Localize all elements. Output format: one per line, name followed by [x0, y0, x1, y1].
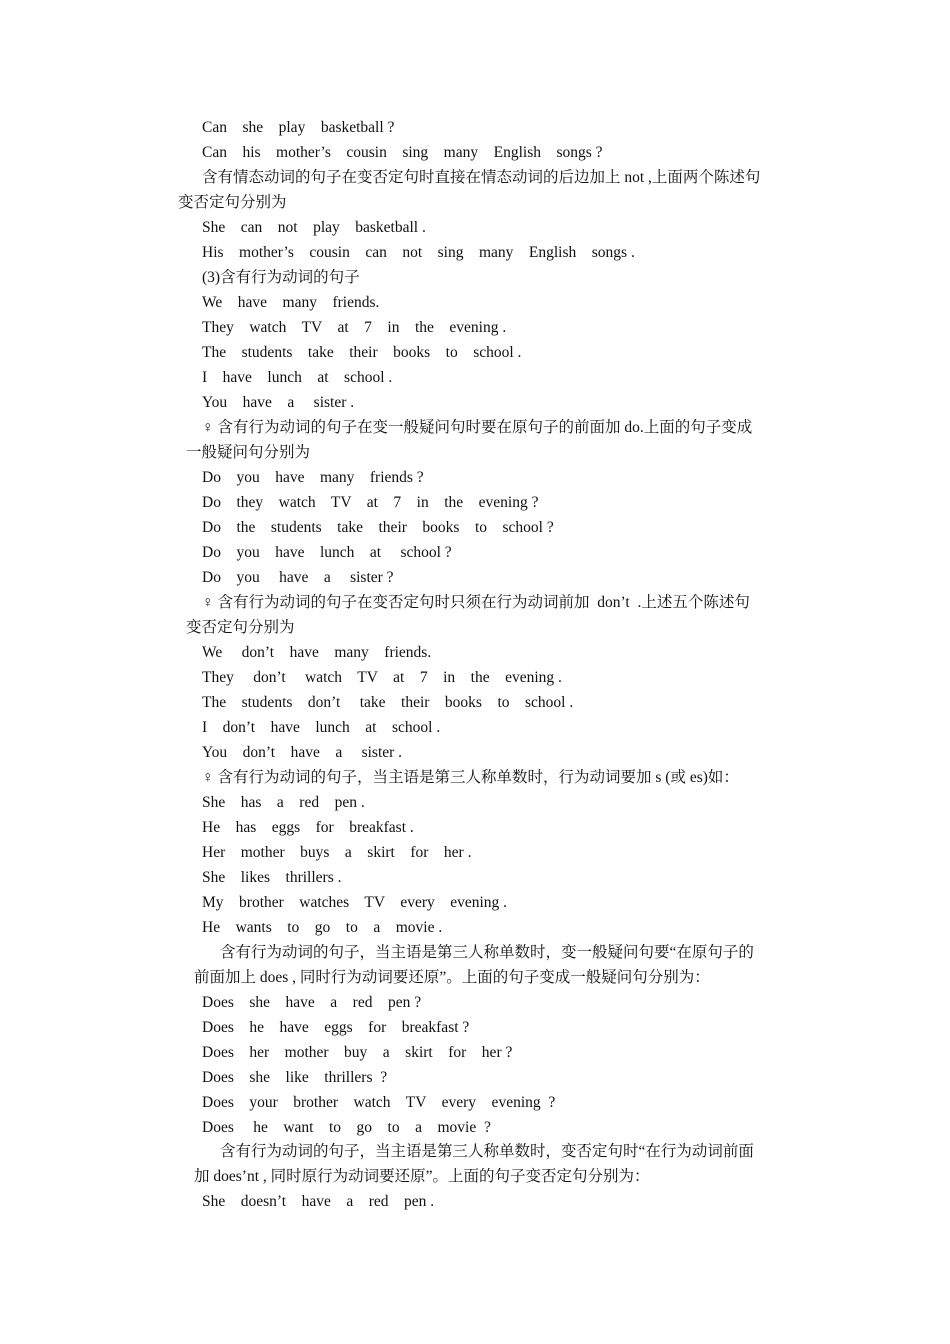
- text-line: Do they watch TV at 7 in the evening ?: [202, 494, 539, 511]
- text-line: The students take their books to school .: [202, 344, 522, 361]
- text-line: You don’t have a sister .: [202, 744, 403, 761]
- text-line: You have a sister .: [202, 394, 355, 411]
- text-line: Does she have a red pen ?: [202, 994, 422, 1011]
- text-line: Do you have many friends ?: [202, 469, 424, 486]
- section-heading: (3)含有行为动词的句子: [202, 269, 360, 286]
- text-line: She can not play basketball .: [202, 219, 426, 236]
- text-line: 含有情态动词的句子在变否定句时直接在情态动词的后边加上 not ,上面两个陈述句: [202, 169, 761, 186]
- text-line: Can she play basketball ?: [202, 119, 395, 136]
- text-line: Does he have eggs for breakfast ?: [202, 1019, 470, 1036]
- text-line: My brother watches TV every evening .: [202, 894, 508, 911]
- text-line: His mother’s cousin can not sing many English songs .: [202, 244, 635, 261]
- text-line: 含有行为动词的句子，当主语是第三人称单数时，变一般疑问句要“在原句子的: [220, 944, 754, 961]
- text-line: I have lunch at school .: [202, 369, 393, 386]
- text-line: They watch TV at 7 in the evening .: [202, 319, 507, 336]
- text-line: He wants to go to a movie .: [202, 919, 443, 936]
- text-line: Can his mother’s cousin sing many English songs ?: [202, 144, 603, 161]
- text-line: 变否定句分别为: [178, 194, 287, 211]
- text-line: Does your brother watch TV every evening ?: [202, 1094, 556, 1111]
- text-line: The students don’t take their books to school .: [202, 694, 574, 711]
- text-line: 加 does’nt , 同时原行为动词要还原”。上面的句子变否定句分别为：: [194, 1168, 650, 1185]
- text-line: Do you have lunch at school ?: [202, 544, 452, 561]
- text-line: He has eggs for breakfast .: [202, 819, 414, 836]
- text-line: ♀ 含有行为动词的句子在变一般疑问句时要在原句子的前面加 do.上面的句子变成: [202, 419, 753, 436]
- text-line: Does her mother buy a skirt for her ?: [202, 1044, 513, 1061]
- text-line: We have many friends.: [202, 294, 380, 311]
- text-line: 变否定句分别为: [186, 619, 295, 636]
- text-line: ♀ 含有行为动词的句子，当主语是第三人称单数时，行为动词要加 s (或 es)如：: [202, 769, 739, 786]
- text-line: She doesn’t have a red pen .: [202, 1193, 435, 1210]
- text-line: Her mother buys a skirt for her .: [202, 844, 472, 861]
- text-line: ♀ 含有行为动词的句子在变否定句时只须在行为动词前加 don’t .上述五个陈述句: [202, 594, 750, 611]
- text-line: Does he want to go to a movie ?: [202, 1119, 491, 1136]
- text-line: I don’t have lunch at school .: [202, 719, 441, 736]
- text-line: We don’t have many friends.: [202, 644, 432, 661]
- text-line: Does she like thrillers ?: [202, 1069, 388, 1086]
- text-line: 含有行为动词的句子，当主语是第三人称单数时，变否定句时“在行为动词前面: [220, 1143, 754, 1160]
- text-line: 一般疑问句分别为: [186, 444, 311, 461]
- text-line: 前面加上 does , 同时行为动词要还原”。上面的句子变成一般疑问句分别为：: [194, 969, 710, 986]
- text-line: Do the students take their books to school ?: [202, 519, 554, 536]
- text-line: She has a red pen .: [202, 794, 365, 811]
- text-line: She likes thrillers .: [202, 869, 342, 886]
- text-line: Do you have a sister ?: [202, 569, 394, 586]
- text-line: They don’t watch TV at 7 in the evening .: [202, 669, 562, 686]
